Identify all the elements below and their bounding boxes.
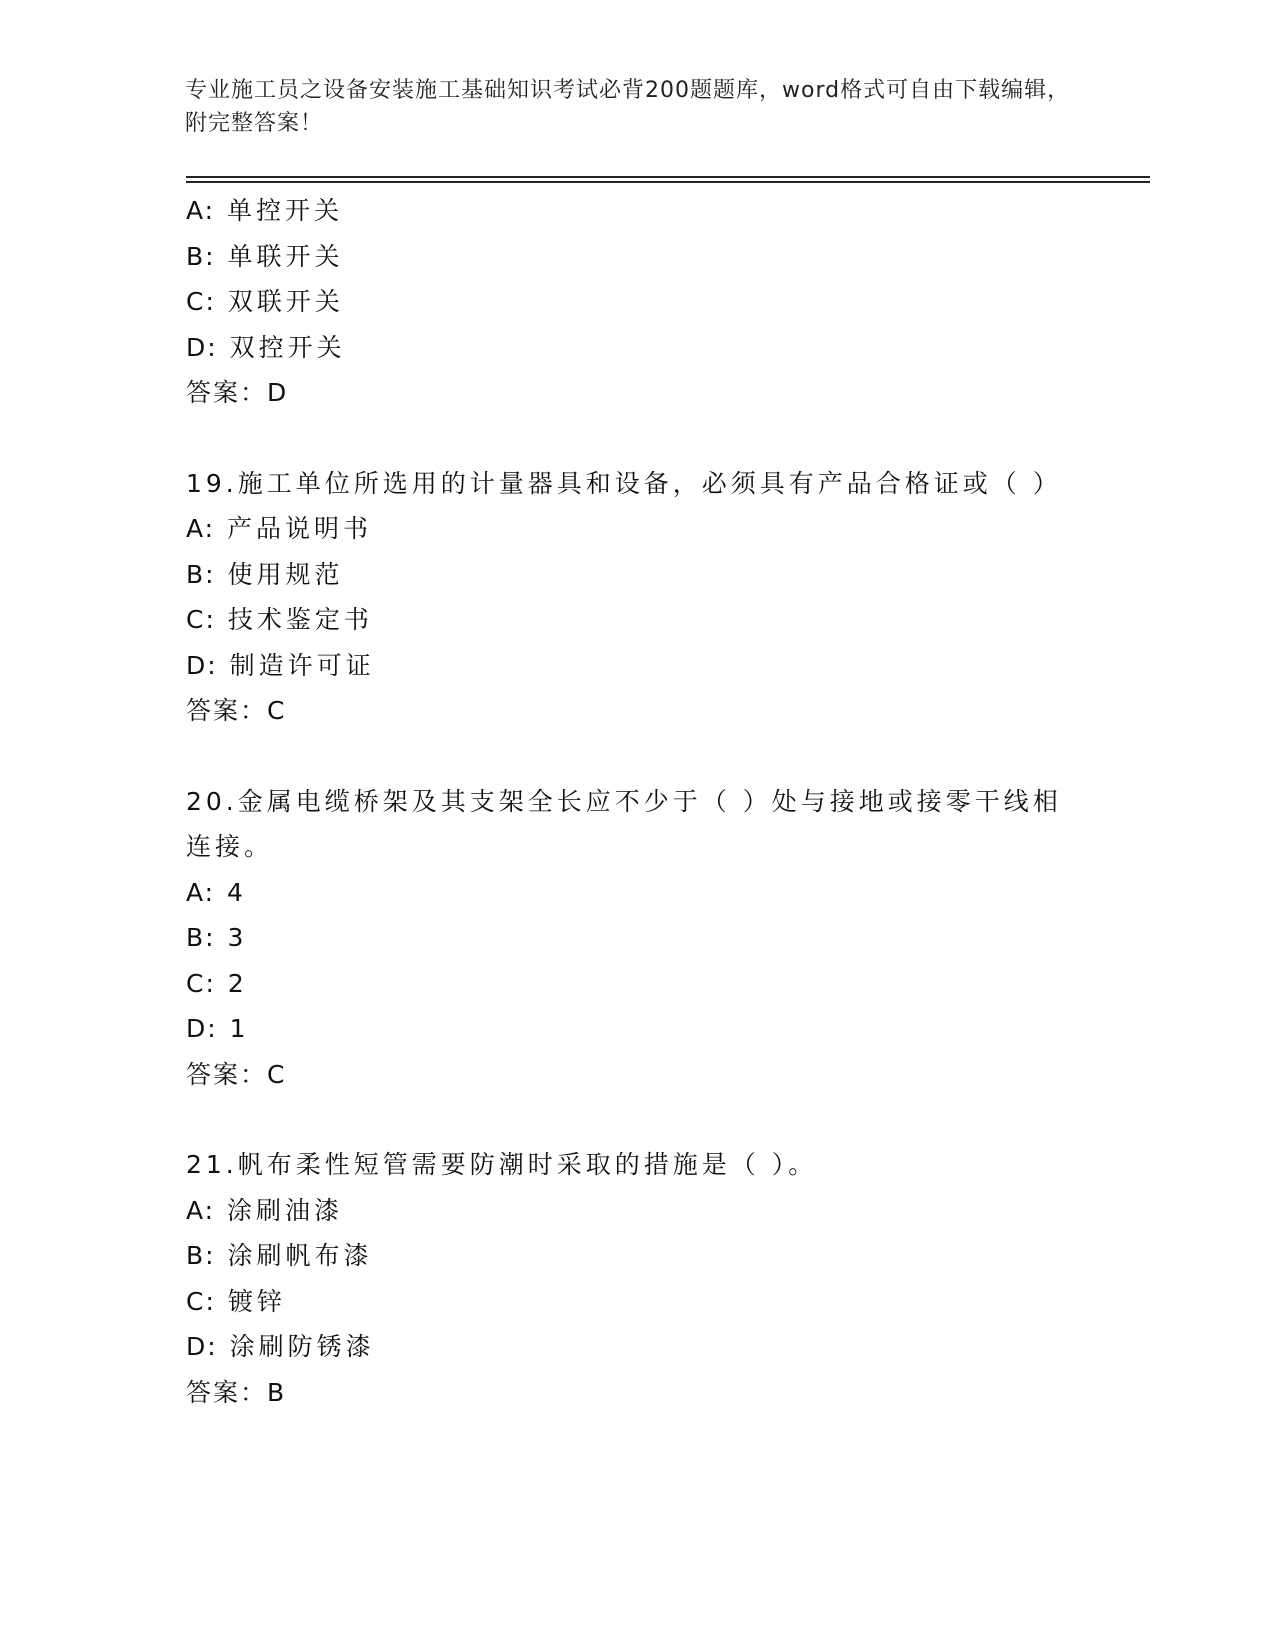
header-divider-top xyxy=(186,176,1150,178)
header-divider-bottom xyxy=(186,181,1150,183)
question-stem: 21.帆布柔性短管需要防潮时采取的措施是（ ）。 xyxy=(186,1150,818,1179)
answer-line: 答案：D xyxy=(186,378,289,407)
option-d: D: 涂刷防锈漆 xyxy=(186,1332,375,1361)
question-stem: 19.施工单位所选用的计量器具和设备，必须具有产品合格证或（ ） xyxy=(186,468,1062,498)
question-stem: 20.金属电缆桥架及其支架全长应不少于（ ）处与接地或接零干线相连接。 xyxy=(186,786,1062,861)
question-list xyxy=(186,188,1086,1415)
spacer xyxy=(186,734,1086,779)
question-18-block xyxy=(186,188,1086,416)
option-a: A: 4 xyxy=(186,877,247,907)
answer-line: 答案：C xyxy=(186,696,287,725)
option-b: B: 3 xyxy=(186,923,248,952)
answer-line: 答案：C xyxy=(186,1059,287,1089)
spacer xyxy=(186,416,1086,461)
option-b: B: 单联开关 xyxy=(186,241,344,271)
option-d: D: 制造许可证 xyxy=(186,650,375,680)
option-b: B: 涂刷帆布漆 xyxy=(186,1241,373,1270)
document-header: 专业施工员之设备安装施工基础知识考试必背200题题库，word格式可自由下载编辑，附完整答案！ xyxy=(185,78,1071,136)
option-d: D: 双控开关 xyxy=(186,332,346,362)
question-20-block xyxy=(186,779,1086,1098)
option-c: C: 2 xyxy=(186,968,248,998)
spacer xyxy=(186,1097,1086,1142)
option-b: B: 使用规范 xyxy=(186,559,344,589)
option-c: C: 双联开关 xyxy=(186,287,344,316)
option-c: C: 技术鉴定书 xyxy=(186,605,373,634)
option-c: C: 镀锌 xyxy=(186,1286,286,1316)
answer-line: 答案：B xyxy=(186,1377,287,1407)
question-19-block xyxy=(186,461,1086,734)
question-21-block xyxy=(186,1142,1086,1415)
option-a: A: 产品说明书 xyxy=(186,514,373,543)
option-a: A: 单控开关 xyxy=(186,196,344,225)
option-d: D: 1 xyxy=(186,1014,250,1043)
option-a: A: 涂刷油漆 xyxy=(186,1195,344,1225)
